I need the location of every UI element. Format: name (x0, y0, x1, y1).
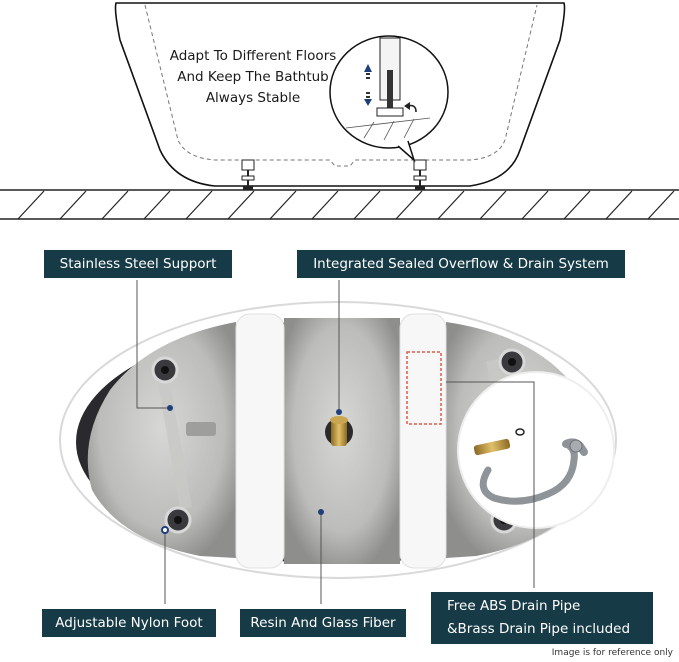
label-stainless-steel-support (44, 250, 232, 278)
label-resin-glass-fiber (240, 609, 406, 637)
label-drain-pipe (431, 592, 653, 644)
caption-line-3: Always Stable (205, 90, 301, 106)
caption-line-2: And Keep The Bathtub (177, 69, 329, 85)
label-overflow-drain-system (297, 250, 625, 278)
label-overflow-drain-system-text: Integrated Sealed Overflow & Drain System (313, 256, 609, 272)
label-adjustable-nylon-foot (42, 609, 216, 637)
label-adjustable-nylon-foot-text: Adjustable Nylon Foot (55, 615, 203, 631)
caption-line-1: Adapt To Different Floors (169, 48, 337, 64)
drain-pipe-inset (458, 372, 614, 528)
nylon-foot-top-left (153, 358, 177, 382)
nylon-foot-bottom-left (166, 508, 190, 532)
label-drain-pipe-line-2: &Brass Drain Pipe included (447, 621, 631, 637)
reference-footnote: Image is for reference only (551, 648, 673, 658)
rib-left (236, 314, 284, 568)
label-stainless-steel-support-text: Stainless Steel Support (59, 256, 217, 272)
label-resin-glass-fiber-text: Resin And Glass Fiber (250, 615, 396, 631)
nylon-foot-top-right (500, 350, 524, 374)
label-drain-pipe-line-1: Free ABS Drain Pipe (447, 598, 581, 614)
